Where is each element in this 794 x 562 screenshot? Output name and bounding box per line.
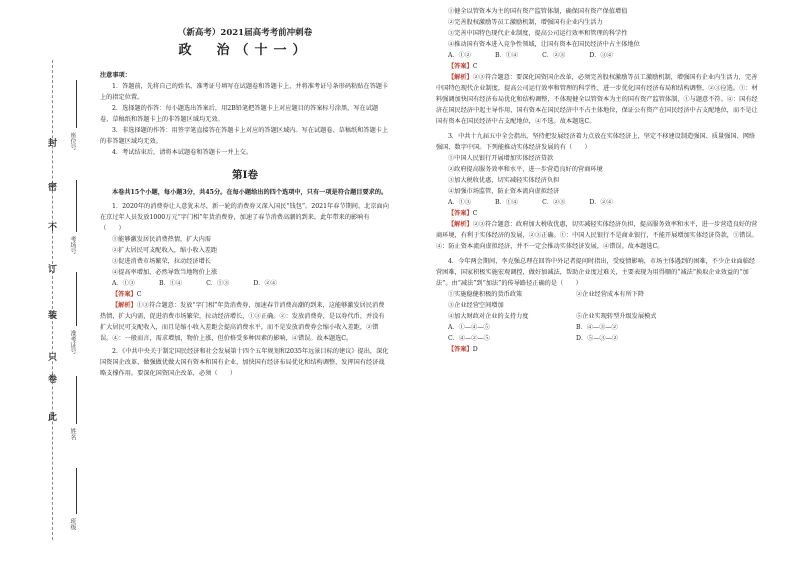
choice-d: D．②④	[253, 280, 277, 287]
question-2-option: ③完善中国特色现代企业制度，提高公司运行效率和管理的科学性	[448, 30, 628, 37]
choice-a: A．①—④—⑤	[448, 324, 490, 331]
choice-d: D．⑤—③—②	[576, 335, 619, 342]
subject-title: 政 治（十一）	[178, 43, 312, 58]
question-3-analysis	[436, 219, 758, 252]
binding-dash-line	[52, 60, 53, 540]
notice-title: 注意事项：	[100, 72, 131, 79]
section-instruction: 本卷共15个小题，每小题3分，共45分。在每小题给出的四个选项中，只有一项是符合题目要求的。	[112, 189, 388, 196]
question-4-option: ②企业经营成本有所下降	[576, 291, 645, 298]
choice-b: B．①④	[495, 199, 519, 206]
binding-char: 封	[48, 139, 58, 149]
class-label: 班级	[69, 518, 76, 530]
question-4-choices	[436, 333, 758, 344]
answer-value: D	[472, 346, 478, 353]
answer-value: C	[472, 210, 478, 217]
answer-label: 【答案】	[448, 346, 473, 353]
answer-label: 【答案】	[112, 291, 137, 298]
question-3-option: ①中国人民银行开展增加实体经济贷款	[448, 155, 554, 162]
binding-char: 卷	[48, 375, 58, 385]
choice-c: C．②③	[542, 199, 566, 206]
question-3-option: ③加大税收优惠，切实减轻实体经济负担	[448, 177, 560, 184]
binding-char: 此	[48, 413, 58, 423]
question-4-option: ①实施稳健积极的货币政策	[448, 291, 523, 298]
question-1-option: ④提高率增加，必然导致当地物价上涨	[112, 269, 218, 276]
admission-number-line	[76, 272, 77, 326]
question-4-stem: 4．今年两会期间，李克强总理在回答中外记者提问时指出，受疫情影响，市场主体遇到的困难，不少企业面临经营困难，国家积极实施宏观调控，做好加减法，帮助企业度过难关，主要表现为用得顺的“减法”换取企业效益的“加法”。由“减法”到“加法”的传导路径正确的是（ ）	[436, 258, 756, 287]
notice-item: 4．考试结束后，请将本试题卷和答题卡一并上交。	[112, 149, 253, 156]
binding-char: 密	[48, 183, 58, 193]
left-column	[100, 18, 390, 379]
question-2-option: ②完善股权激励等员工激励机制，增强国有企业内生活力	[448, 19, 603, 26]
answer-label: 【答案】	[448, 63, 473, 70]
analysis-text: ②③符合题意：要深化国资国企改革，必须完善股权激励等员工激励机制，增强国有企业内生活力，完善中国特色现代企业制度，提高公司运行效率和管理的科学性，进一步优化国有经济布局和结构调整，②③应选。①：材料强调加快国有经济布局优化和结构调整，不体现健全以管资本为主的国有资产监管体制，①与题意不符。④：国有经济在国民经济中起主导作用，国有资本在国民经济中不占主体地位，保证公有资产在国民经济中占支配地位，而不是让国有资本在国民经济中占支配地位，④不选。故本题选C。	[436, 74, 758, 125]
question-2-choices	[436, 50, 758, 61]
analysis-label: 【解析】	[448, 221, 473, 228]
question-4-answer	[436, 344, 758, 355]
choice-d: D．③④	[589, 52, 613, 59]
question-4-options-row	[436, 311, 758, 322]
notice-item: 2．选择题的作答：每小题选出答案后，用2B铅笔把答题卡上对应题目的答案标号涂黑，写在试题卷、草稿纸和答题卡上的非答题区域均无效。	[100, 105, 379, 123]
binding-char: 只	[48, 353, 58, 363]
seat-number-line	[76, 80, 77, 128]
notice-item: 3．非选择题的作答：用签字笔直接答在答题卡上对应的答题区域内。写在试题卷、草稿纸和答题卡上的非答题区域均无效。	[100, 127, 389, 145]
question-4-option: ③企业经营空间增加	[448, 302, 504, 309]
exam-title: （新高考）2021届高考考前冲刺卷	[177, 28, 313, 38]
question-1-choices	[100, 278, 390, 289]
question-2-analysis	[436, 72, 758, 127]
question-4-option: ⑤企业实现转型升级发展模式	[576, 313, 657, 320]
question-1-answer	[100, 289, 390, 300]
question-2-stem: 2．《中共中央关于制定国民经济和社会发展第十四个五年规划和2035年远景目标的建议》提出，深化国资国企改革，做强做优做大国有资本和国有企业，加快国有经济布局优化和结构调整，发挥国有经济战略支撑作用。要深化国资国企改革，必须（ ）	[100, 348, 389, 377]
question-1-option: ①能够激发居民消费热情，扩大内需	[112, 236, 211, 243]
choice-b: B．④—③—②	[576, 324, 618, 331]
choice-a: A．①③	[112, 280, 136, 287]
answer-value: C	[472, 63, 478, 70]
analysis-text: ②③符合题意：政府加大税收优惠，切实减轻实体经济负担，提高服务效率和水平，进一步营造良好的营商环境，有利于实体经济的发展，②③正确。①：中国人民银行不是商业银行，不能开展增加实体经济贷款，①错误。④：防止资本流向虚拟经济，并不一定会推动实体经济发展，④错误。故本题选C。	[436, 221, 758, 250]
question-2-answer	[436, 61, 758, 72]
answer-value: C	[136, 291, 142, 298]
choice-c: C．②③	[542, 52, 566, 59]
question-4-choices	[436, 322, 758, 333]
choice-a: A．①②	[448, 52, 472, 59]
class-line	[76, 468, 77, 514]
analysis-label: 【解析】	[448, 74, 473, 81]
question-3-option: ④加强市场监管，防止资本流向虚拟经济	[448, 188, 560, 195]
section-title: 第Ⅰ卷	[232, 169, 258, 181]
choice-d: D．②④	[589, 199, 613, 206]
question-2-option: ①健全以管资本为主的国有资产监管体制，确保国有资产保值增值	[448, 8, 628, 15]
exam-room-line	[76, 180, 77, 232]
question-1-option: ③促进消费市场繁荣，拉动经济增长	[112, 258, 211, 265]
binding-char: 装	[48, 311, 58, 321]
right-column	[436, 6, 758, 355]
analysis-text: ①③符合题意：发放“字门相”年货消费券，加速春节消费高潮的到来，这能够激发居民消费热情，扩大内需，促进消费市场繁荣，拉动经济增长，①③正确。②：发放消费券，是以券代币，并没有扩大居民可支配收入，而且是缩小收入差距会提高消费水平，而不是发放消费券会缩小收入差距，②错误。④：一般而言，需求增加，物价上涨，但价格受多种因素的影响，④错误。故本题选C。	[100, 302, 385, 342]
choice-c: C．④—②—⑤	[448, 335, 490, 342]
binding-char: 不	[48, 223, 58, 233]
admission-number-label: 准考证号	[69, 330, 76, 354]
analysis-label: 【解析】	[112, 302, 137, 309]
question-3-stem: 3．中共十九届五中全会指出，坚持把发展经济着力点放在实体经济上，坚定不移建设制造强国、质量强国、网络强国、数字中国。下列能推动实体经济发展的有（ ）	[436, 133, 756, 151]
question-2-option: ④推动国有资本进入竞争性领域，让国有资本在国民经济中占主体地位	[448, 41, 640, 48]
notice-item: 1．答题前，先将自己的姓名、准考证号填写在试题卷和答题卡上，并将准考证号条形码粘贴在答题卡上的指定位置。	[100, 83, 389, 101]
choice-b: B．①④	[159, 280, 183, 287]
choice-a: A．①③	[448, 199, 472, 206]
exam-room-label: 考场号	[69, 236, 76, 254]
seat-number-label: 座位号	[69, 132, 76, 150]
question-1-analysis	[100, 300, 390, 344]
answer-label: 【答案】	[448, 210, 473, 217]
question-3-answer	[436, 208, 758, 219]
question-4-option: ④加大财政对企业的支持力度	[448, 313, 529, 320]
name-label: 姓名	[69, 428, 76, 440]
choice-c: C．①③	[206, 280, 230, 287]
question-4-options-row	[436, 289, 758, 300]
binding-margin	[0, 0, 96, 562]
question-1-stem: 1．2020年的消费券让人意犹未尽，新一轮的消费券又深入国民“钱包”。2021年春节期间，北京面向在京过年人员发放1000万元“字门相”年货消费券，加速了春节消费高潮的到来。此年带来的影响有（ ）	[100, 203, 389, 232]
question-1-option: ②扩大居民可支配收入，缩小收入差距	[112, 247, 218, 254]
question-3-option: ②政府提高服务效率和水平，进一步营造良好的营商环境	[448, 166, 603, 173]
name-line	[76, 376, 77, 424]
choice-b: B．①④	[495, 52, 519, 59]
question-3-choices	[436, 197, 758, 208]
binding-char: 订	[48, 265, 58, 275]
